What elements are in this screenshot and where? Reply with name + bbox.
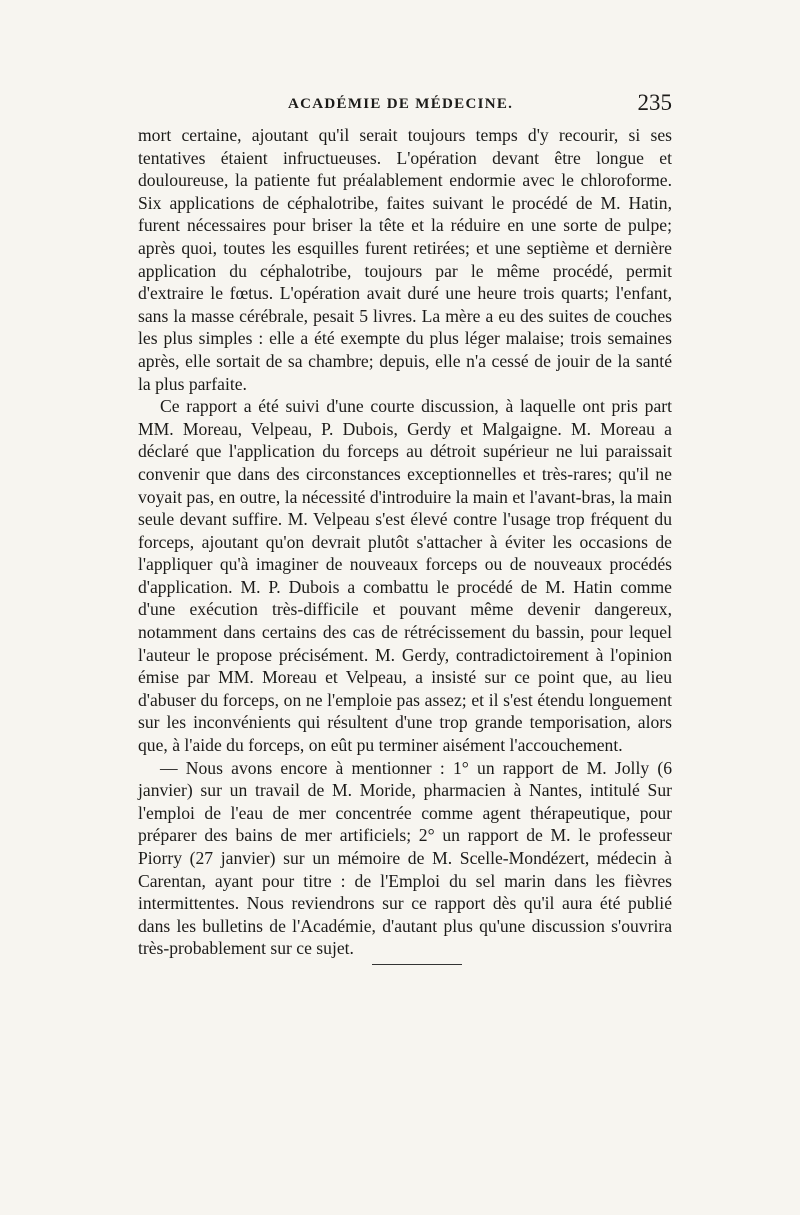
page-number: 235 xyxy=(637,90,672,115)
paragraph-mentions: — Nous avons encore à mentionner : 1° un rapport de M. Jolly (6 janvier) sur un travail de M. Moride, pharmacien à Nantes, intitulé Sur l'emploi de l'eau de mer concentrée comme agent thérapeutique, pour préparer des bains de mer artificiels; 2° un rapport de M. le professeur Piorry (27 janvier) sur un mémoire de M. Scelle-Mondézert, médecin à Carentan, ayant pour titre : de l'Emploi du sel marin dans les fièvres intermittentes. Nous reviendrons sur ce rapport dès qu'il aura été publié dans les bulletins de l'Académie, d'autant plus qu'une discussion s'ouvrira très-probablement sur ce sujet. xyxy=(138,757,672,959)
running-title: ACADÉMIE DE MÉDECINE. xyxy=(288,96,514,112)
section-end-rule xyxy=(372,964,462,965)
paragraph-continuation: mort certaine, ajoutant qu'il serait toujours temps d'y recourir, si ses tentatives étaient infructueuses. L'opération devant être longue et douloureuse, la patiente fut préalablement endormie avec le chloroforme. Six applications de céphalotribe, faites suivant le procédé de M. Hatin, furent nécessaires pour briser la tête et la réduire en une sorte de pulpe; après quoi, toutes les esquilles furent retirées; et une septième et dernière application du céphalotribe, toujours par le même procédé, permit d'extraire le fœtus. L'opération avait duré une heure trois quarts; l'enfant, sans la masse cérébrale, pesait 5 livres. La mère a eu des suites de couches les plus simples : elle a été exempte du plus léger malaise; trois semaines après, elle sortait de sa chambre; depuis, elle n'a cessé de jouir de la santé la plus parfaite. xyxy=(138,125,672,394)
body-text xyxy=(138,124,672,960)
book-page xyxy=(138,92,672,965)
paragraph-discussion: Ce rapport a été suivi d'une courte discussion, à laquelle ont pris part MM. Moreau, Velpeau, P. Dubois, Gerdy et Malgaigne. M. Moreau a déclaré que l'application du forceps au détroit supérieur ne lui paraissait convenir que dans des circonstances exceptionnelles et très-rares; qu'il ne voyait pas, en outre, la nécessité d'introduire la main et l'avant-bras, la main seule devant suffire. M. Velpeau s'est élevé contre l'usage trop fréquent du forceps, ajoutant qu'on devrait plutôt s'attacher à éviter les occasions de l'appliquer qu'à imaginer de nouveaux forceps ou de nouveaux procédés d'application. M. P. Dubois a combattu le procédé de M. Hatin comme d'une exécution très-difficile et pouvant même devenir dangereux, notamment dans certains des cas de rétrécissement du bassin, pour lequel l'auteur le propose précisément. M. Gerdy, contradictoirement à l'opinion émise par MM. Moreau et Velpeau, a insisté sur ce point que, au lieu d'abuser du forceps, on ne l'emploie pas assez; et il s'est étendu longuement sur les inconvénients qui résultent d'une trop grande temporisation, alors que, à l'aide du forceps, on eût pu terminer aisément l'accouchement. xyxy=(138,396,672,756)
running-head xyxy=(138,92,672,124)
